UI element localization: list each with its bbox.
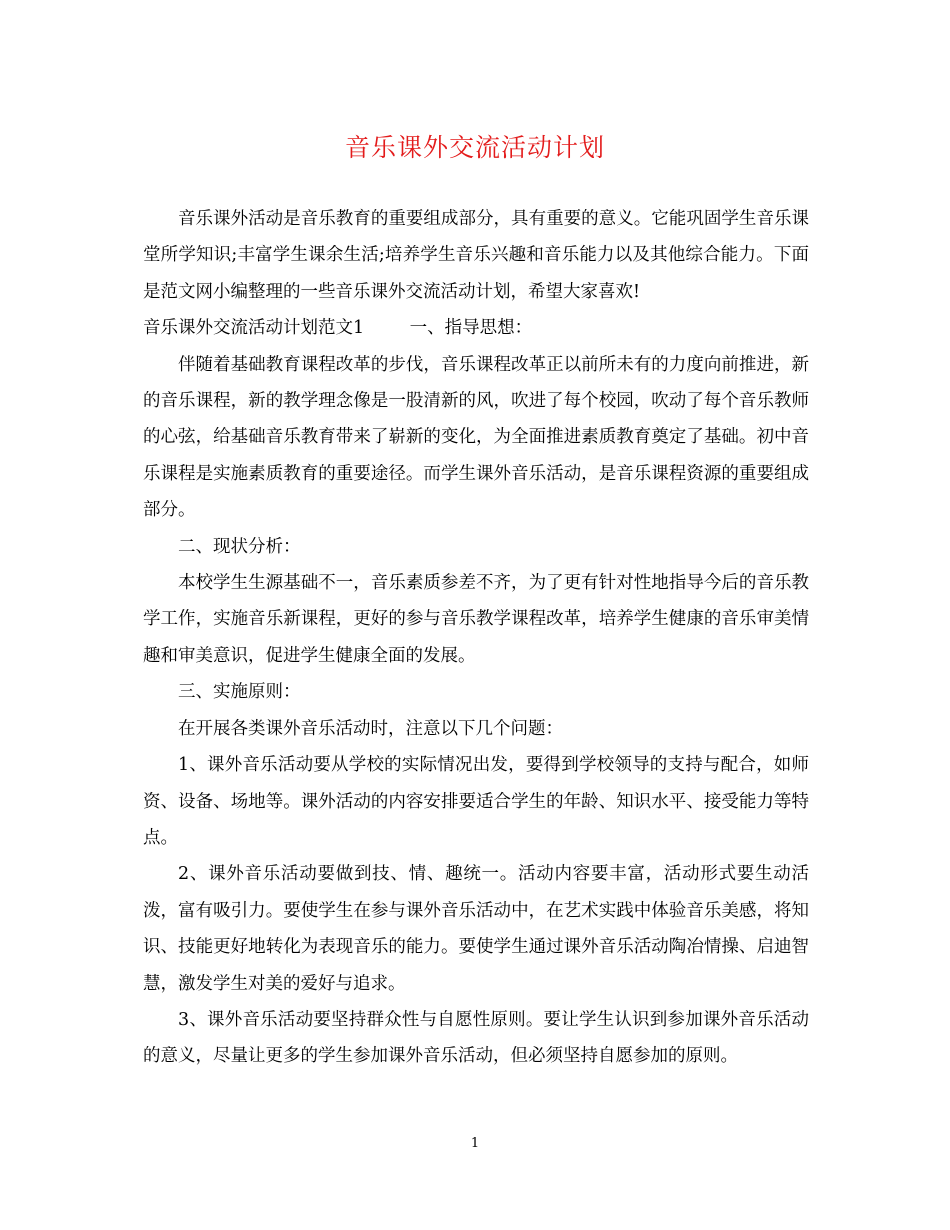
point-1-paragraph: 1、课外音乐活动要从学校的实际情况出发，要得到学校领导的支持与配合，如师资、设备、场地等。课外活动的内容安排要适合学生的年龄、知识水平、接受能力等特点。 bbox=[143, 755, 809, 848]
point-2-paragraph: 2、课外音乐活动要做到技、情、趣统一。活动内容要丰富，活动形式要生动活泼，富有吸引力。要使学生在参与课外音乐活动中，在艺术实践中体验音乐美感，将知识、技能更好地转化为表现音乐的能力。要使学生通过课外音乐活动陶冶情操、启迪智慧，激发学生对美的爱好与追求。 bbox=[143, 864, 809, 994]
section3-heading: 三、实施原则： bbox=[178, 682, 301, 703]
section2-paragraph: 本校学生生源基础不一，音乐素质参差不齐，为了更有针对性地指导今后的音乐教学工作，实施音乐新课程，更好的参与音乐教学课程改革，培养学生健康的音乐审美情趣和审美意识，促进学生健康全面的发展。 bbox=[143, 573, 809, 666]
section1-heading: 一、指导思想： bbox=[409, 318, 533, 339]
section2-heading: 二、现状分析： bbox=[178, 536, 301, 557]
sample-heading: 音乐课外交流活动计划范文1 bbox=[143, 318, 365, 339]
page-number: 1 bbox=[470, 1136, 480, 1151]
intro-paragraph: 音乐课外活动是音乐教育的重要组成部分，具有重要的意义。它能巩固学生音乐课堂所学知识;丰富学生课余生活;培养学生音乐兴趣和音乐能力以及其他综合能力。下面是范文网小编整理的一些音乐课外交流活动计划，希望大家喜欢! bbox=[143, 209, 809, 302]
document-body bbox=[143, 201, 809, 1075]
section3-intro: 在开展各类课外音乐活动时，注意以下几个问题： bbox=[178, 718, 563, 739]
document-title: 音乐课外交流活动计划 bbox=[344, 133, 605, 162]
section1-paragraph: 伴随着基础教育课程改革的步伐，音乐课程改革正以前所未有的力度向前推进，新的音乐课程，新的教学理念像是一股清新的风，吹进了每个校园，吹动了每个音乐教师的心弦，给基础音乐教育带来了崭新的变化，为全面推进素质教育奠定了基础。初中音乐课程是实施素质教育的重要途径。而学生课外音乐活动，是音乐课程资源的重要组成部分。 bbox=[143, 354, 809, 521]
point-3-paragraph: 3、课外音乐活动要坚持群众性与自愿性原则。要让学生认识到参加课外音乐活动的意义，尽量让更多的学生参加课外音乐活动，但必须坚持自愿参加的原则。 bbox=[143, 1009, 809, 1067]
sample-heading-line bbox=[143, 310, 809, 346]
